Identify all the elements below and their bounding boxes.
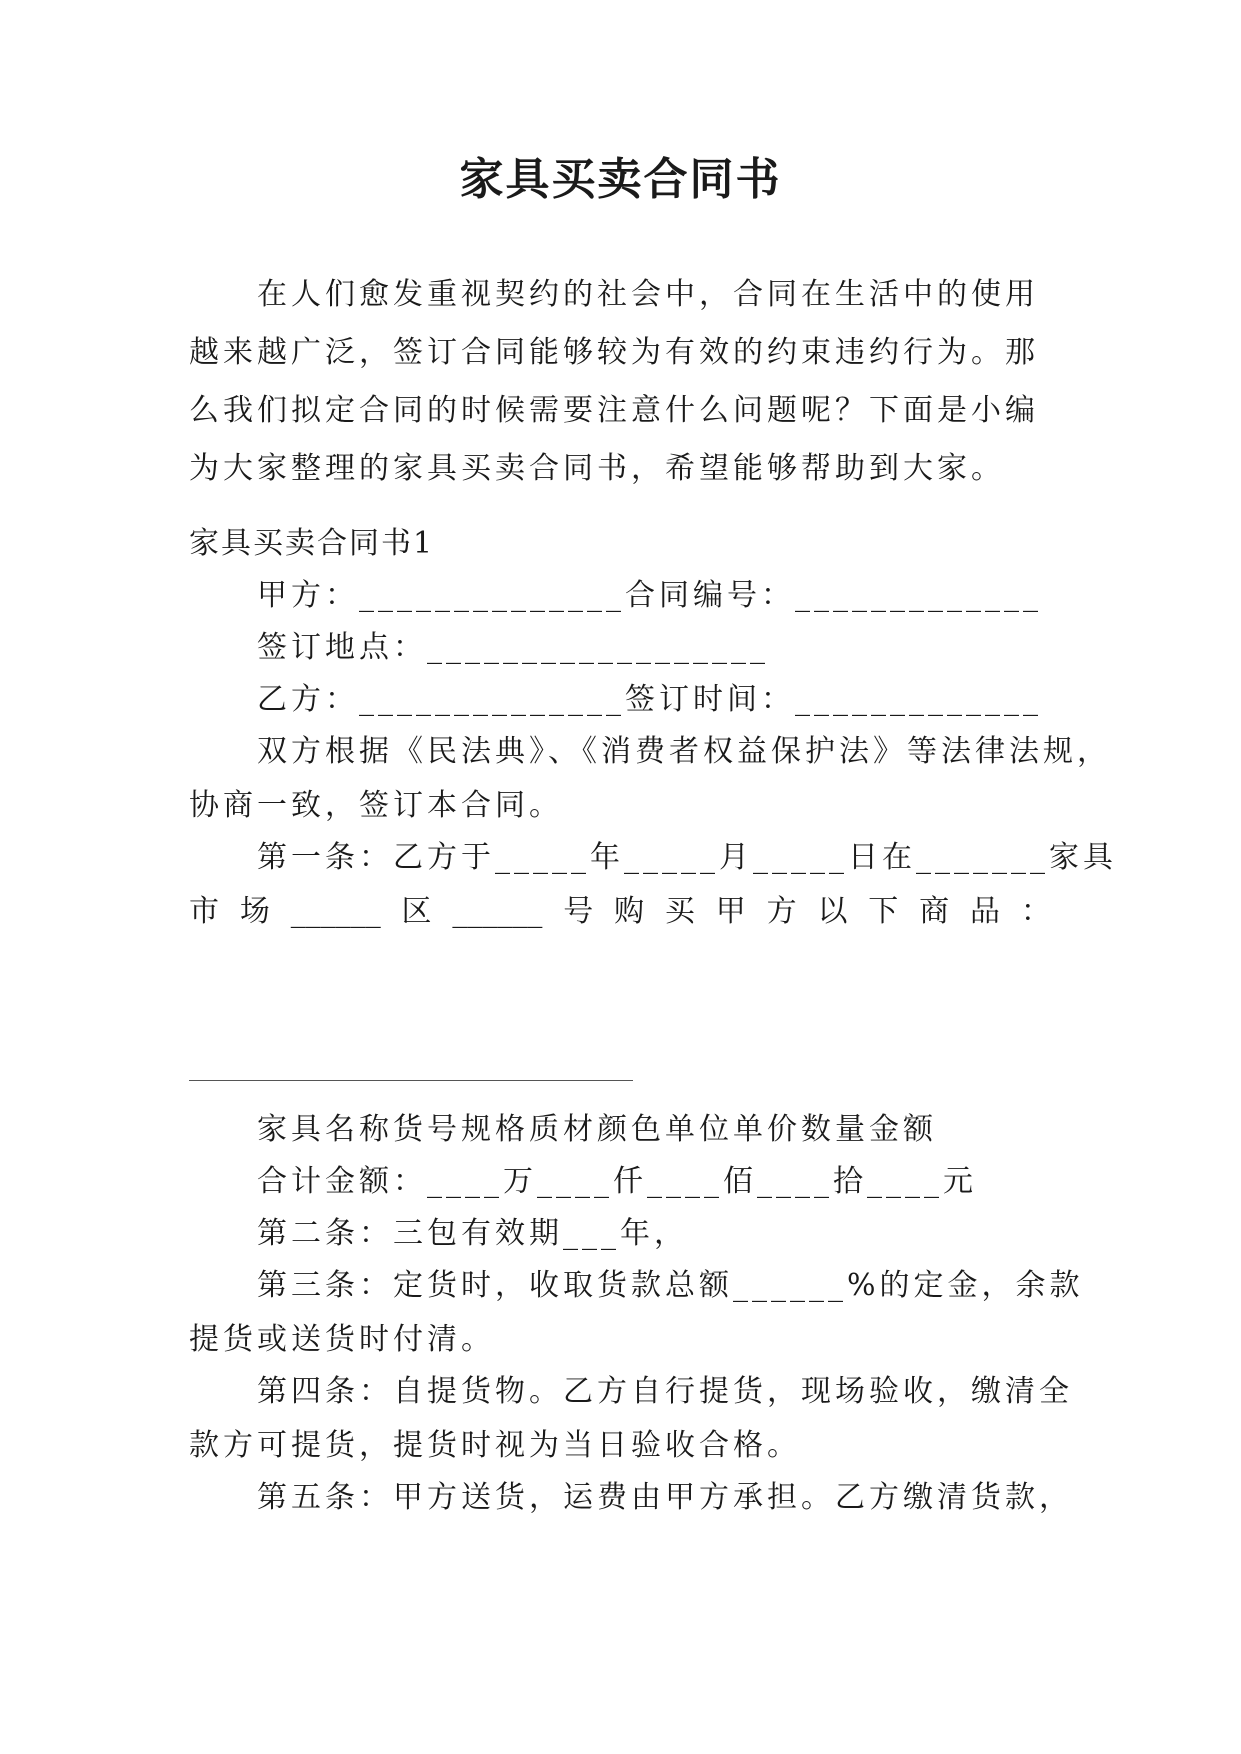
blank-underline [189, 1080, 633, 1081]
article-4-line-2: 款方可提货，提货时视为当日验收合格。 [189, 1428, 801, 1463]
document-title: 家具买卖合同书 [459, 154, 782, 205]
article-4-line-1: 第四条：自提货物。乙方自行提货，现场验收，缴清全 [257, 1374, 1073, 1409]
article-3-line-1: 第三条：定货时，收取货款总额______%的定金，余款 [257, 1268, 1084, 1303]
sign-place-line: 签订地点：__________________ [257, 630, 769, 665]
party-b-line: 乙方：______________签订时间：_____________ [257, 682, 1042, 717]
article-5-line-1: 第五条：甲方送货，运费由甲方承担。乙方缴清货款， [257, 1480, 1073, 1515]
basis-line-1: 双方根据《民法典》、《消费者权益保护法》等法律法规， [257, 734, 1111, 769]
article-1-line-2: 市 场 ______ 区 ______ 号 购 买 甲 方 以 下 商 品 ： [189, 894, 1051, 929]
total-amount-line: 合计金额：____万____仟____佰____拾____元 [257, 1164, 977, 1199]
basis-line-2: 协商一致，签订本合同。 [189, 788, 563, 823]
party-a-line: 甲方：______________合同编号：_____________ [257, 578, 1042, 613]
article-3-line-2: 提货或送货时付清。 [189, 1322, 495, 1357]
article-2-line: 第二条：三包有效期___年， [257, 1216, 688, 1251]
table-header-line: 家具名称货号规格质材颜色单位单价数量金额 [257, 1112, 937, 1147]
intro-paragraph: 在人们愈发重视契约的社会中，合同在生活中的使用越来越广泛，签订合同能够较为有效的约束违约行为。那么我们拟定合同的时候需要注意什么问题呢？下面是小编为大家整理的家具买卖合同书，希望能够帮助到大家。 [189, 277, 1039, 486]
section-heading: 家具买卖合同书1 [189, 526, 435, 561]
article-1-line-1: 第一条：乙方于_____年_____月_____日在_______家具 [257, 840, 1117, 875]
